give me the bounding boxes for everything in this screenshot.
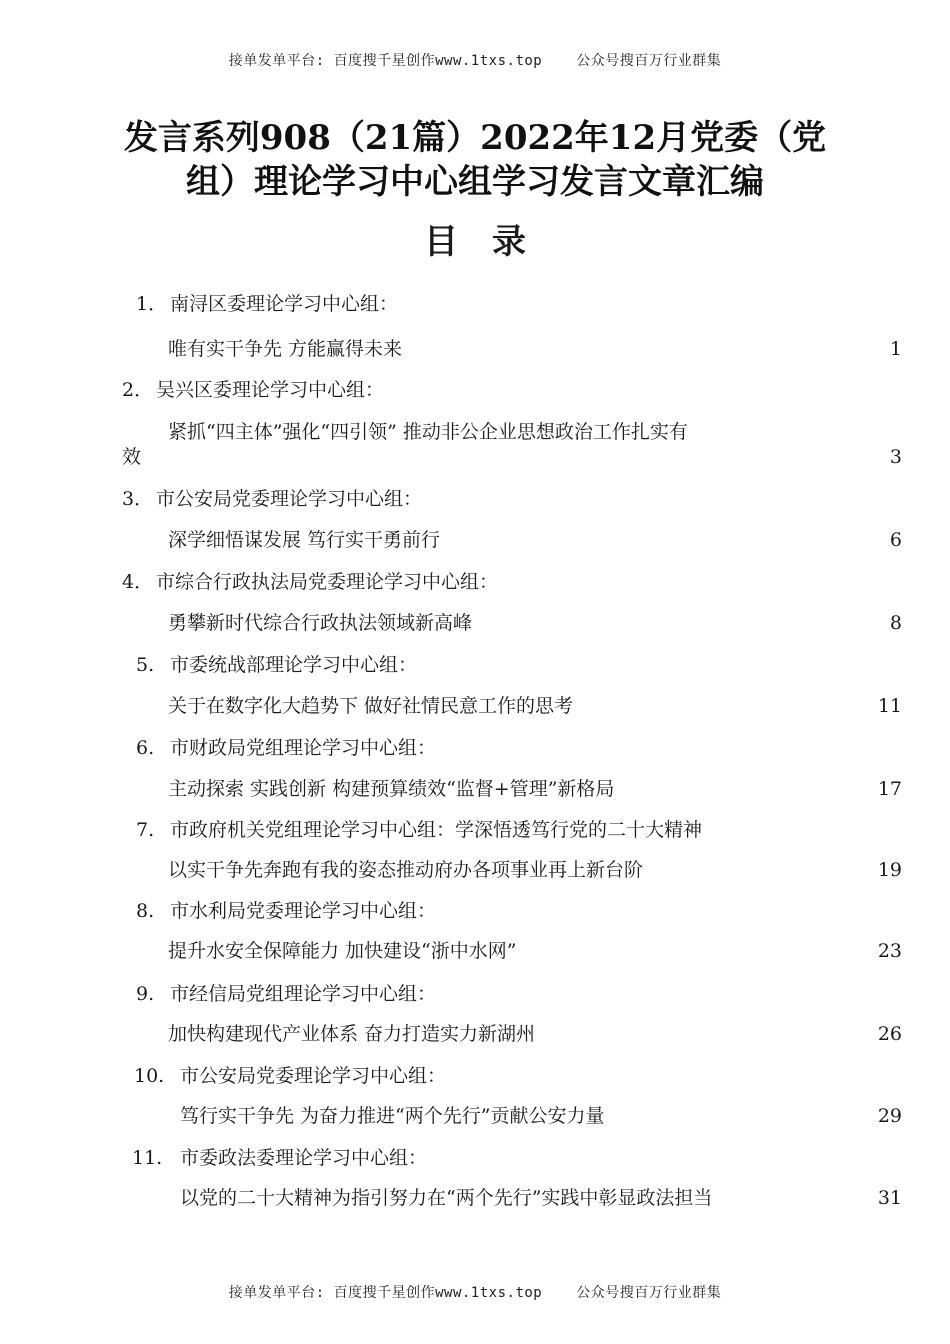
footer-text-2: 公众号搜百万行业群集 — [576, 1285, 722, 1301]
toc-entry-11-article[interactable]: 以党的二十大精神为指引努力在“两个先行”实践中彰显政法担当 — [180, 1187, 713, 1209]
toc-entry-2-unit: 吴兴区委理论学习中心组： — [156, 379, 385, 401]
toc-entry-8-num: 8. — [136, 900, 155, 922]
toc-entry-9-page[interactable]: 26 — [877, 1023, 902, 1045]
toc-entry-7-article[interactable]: 以实干争先奔跑有我的姿态推动府办各项事业再上新台阶 — [168, 859, 644, 881]
header-text-2: 公众号搜百万行业群集 — [576, 53, 722, 69]
toc-entry-11-unit: 市委政法委理论学习中心组： — [180, 1147, 428, 1169]
toc-entry-10-page[interactable]: 29 — [877, 1105, 902, 1127]
toc-entry-8-unit: 市水利局党委理论学习中心组： — [170, 900, 437, 922]
toc-entry-11-page[interactable]: 31 — [877, 1187, 902, 1209]
toc-entry-7-unit: 市政府机关党组理论学习中心组：学深悟透笃行党的二十大精神 — [170, 819, 703, 841]
toc-entry-4-num: 4． — [122, 571, 154, 593]
document-title-line-1: 发言系列908（21篇）2022年12月党委（党 — [123, 118, 827, 158]
toc-entry-10-article[interactable]: 笃行实干争先 为奋力推进“两个先行”贡献公安力量 — [180, 1105, 605, 1127]
header-text: 接单发单平台: 百度搜千星创作www.1txs.top — [228, 53, 543, 69]
toc-entry-6-unit: 市财政局党组理论学习中心组： — [170, 737, 437, 759]
toc-entry-5-page[interactable]: 11 — [877, 695, 902, 717]
footer-text: 接单发单平台: 百度搜千星创作www.1txs.top — [228, 1285, 543, 1301]
toc-entry-9-article[interactable]: 加快构建现代产业体系 奋力打造实力新湖州 — [168, 1023, 536, 1045]
toc-entry-4-page[interactable]: 8 — [889, 612, 902, 634]
toc-entry-3-unit: 市公安局党委理论学习中心组： — [156, 488, 423, 510]
toc-entry-5-unit: 市委统战部理论学习中心组： — [170, 654, 418, 676]
page-footer — [0, 1282, 950, 1302]
toc-entry-8-article[interactable]: 提升水安全保障能力 加快建设“浙中水网” — [168, 940, 517, 962]
toc-entry-9-unit: 市经信局党组理论学习中心组： — [170, 983, 437, 1005]
toc-entry-6-num: 6. — [136, 737, 155, 759]
toc-entry-2-page[interactable]: 3 — [889, 446, 902, 468]
toc-entry-9-num: 9. — [136, 983, 155, 1005]
toc-entry-7-num: 7. — [136, 819, 155, 841]
toc-entry-5-article[interactable]: 关于在数字化大趋势下 做好社情民意工作的思考 — [168, 695, 574, 717]
toc-heading: 目录 — [424, 222, 560, 262]
toc-entry-3-page[interactable]: 6 — [889, 529, 902, 551]
toc-entry-10-num: 10. — [134, 1065, 165, 1087]
toc-entry-3-article[interactable]: 深学细悟谋发展 笃行实干勇前行 — [168, 529, 441, 551]
toc-entry-3-num: 3． — [122, 488, 154, 510]
document-title-line-2: 组）理论学习中心组学习发言文章汇编 — [186, 162, 764, 202]
toc-entry-6-page[interactable]: 17 — [877, 778, 902, 800]
toc-entry-5-num: 5. — [136, 654, 155, 676]
toc-entry-11-num: 11. — [132, 1147, 163, 1169]
toc-entry-2-num: 2． — [122, 379, 154, 401]
toc-entry-6-article[interactable]: 主动探索 实践创新 构建预算绩效“监督+管理”新格局 — [168, 778, 615, 800]
toc-entry-1-article[interactable]: 唯有实干争先 方能赢得未来 — [168, 338, 403, 360]
toc-entry-10-unit: 市公安局党委理论学习中心组： — [180, 1065, 447, 1087]
toc-entry-7-page[interactable]: 19 — [877, 859, 902, 881]
toc-entry-8-page[interactable]: 23 — [877, 940, 902, 962]
toc-entry-2-article[interactable]: 紧抓“四主体”强化“四引领” 推动非公企业思想政治工作扎实有 — [168, 421, 688, 443]
toc-entry-1-unit: 南浔区委理论学习中心组： — [170, 293, 399, 315]
toc-entry-1-page[interactable]: 1 — [889, 338, 902, 360]
toc-entry-4-article[interactable]: 勇攀新时代综合行政执法领域新高峰 — [168, 612, 473, 634]
toc-entry-2-article-cont[interactable]: 效 — [122, 446, 142, 468]
toc-entry-1-num: 1． — [136, 293, 168, 315]
toc-entry-4-unit: 市综合行政执法局党委理论学习中心组： — [156, 571, 499, 593]
